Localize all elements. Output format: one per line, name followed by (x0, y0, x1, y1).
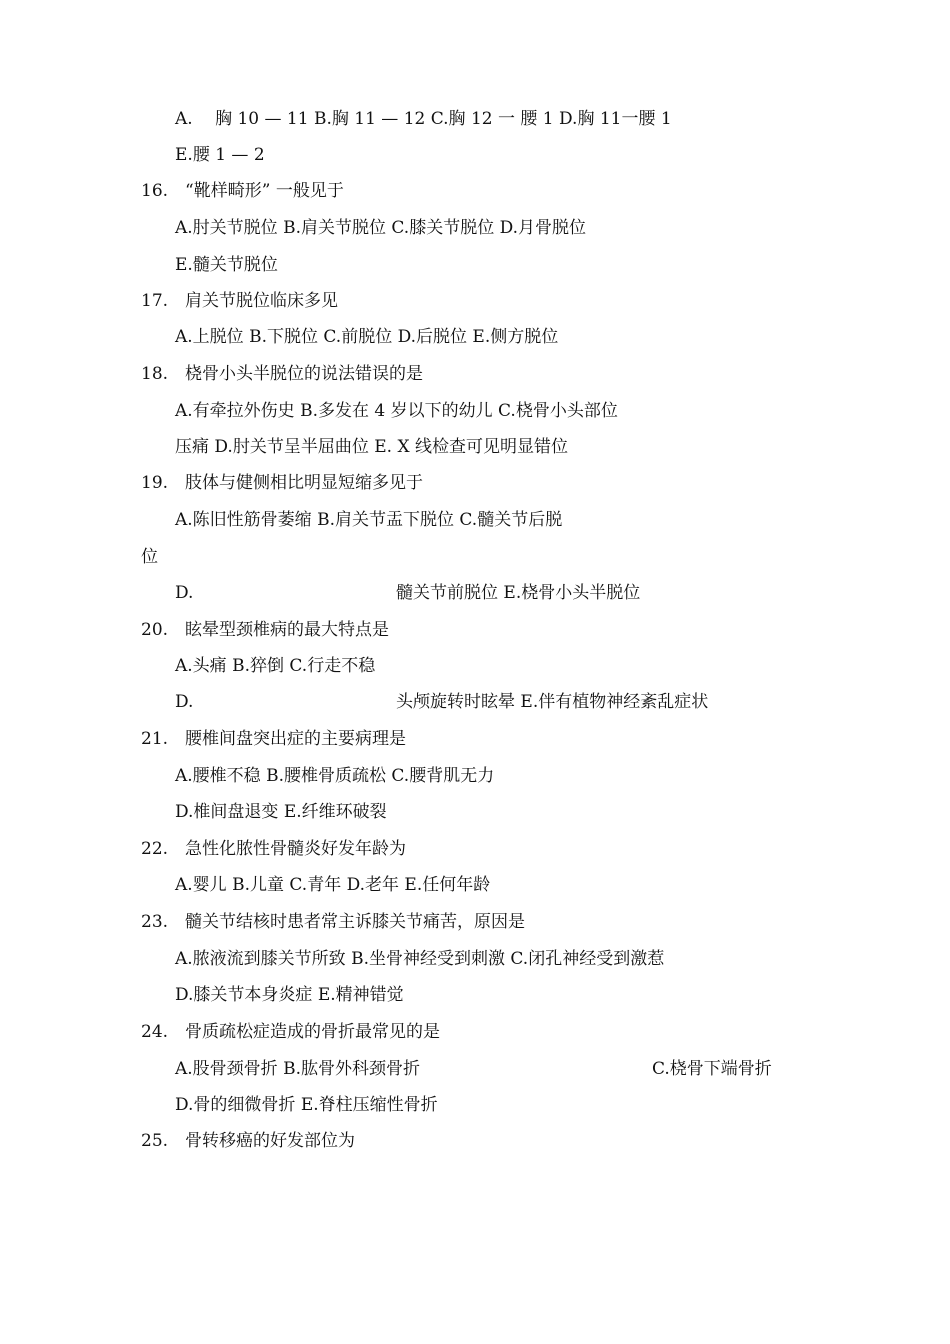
option-line: A.股骨颈骨折 B.肱骨外科颈骨折 (175, 1059, 420, 1079)
option-line: D.膝关节本身炎症 E.精神错觉 (175, 985, 404, 1005)
question-24: 24. 骨质疏松症造成的骨折最常见的是 (141, 1022, 441, 1042)
question-23: 23. 髓关节结核时患者常主诉膝关节痛苦，原因是 (141, 912, 526, 932)
option-line: A. 胸 10 — 11 B.胸 11 — 12 C.胸 12 一 腰 1 D.胸 11一腰 1 (175, 109, 672, 129)
question-25: 25. 骨转移癌的好发部位为 (141, 1131, 356, 1151)
option-line: 位 (141, 547, 158, 567)
option-label: D. (175, 692, 194, 712)
question-19: 19. 肢体与健侧相比明显短缩多见于 (141, 473, 424, 493)
option-line: A.肘关节脱位 B.肩关节脱位 C.膝关节脱位 D.月骨脱位 (175, 218, 587, 238)
option-line: A.腰椎不稳 B.腰椎骨质疏松 C.腰背肌无力 (175, 766, 495, 786)
option-line: C.桡骨下端骨折 (652, 1059, 772, 1079)
option-line: E.髓关节脱位 (175, 255, 278, 275)
option-line: D.骨的细微骨折 E.脊柱压缩性骨折 (175, 1095, 438, 1115)
option-line: D.椎间盘退变 E.纤维环破裂 (175, 802, 387, 822)
option-line: A.脓液流到膝关节所致 B.坐骨神经受到刺激 C.闭孔神经受到激惹 (175, 949, 665, 969)
option-line: A.上脱位 B.下脱位 C.前脱位 D.后脱位 E.侧方脱位 (175, 327, 559, 347)
question-21: 21. 腰椎间盘突出症的主要病理是 (141, 729, 407, 749)
question-22: 22. 急性化脓性骨髓炎好发年龄为 (141, 839, 407, 859)
question-18: 18. 桡骨小头半脱位的说法错误的是 (141, 364, 424, 384)
option-label: D. (175, 583, 194, 603)
option-line: 髓关节前脱位 E.桡骨小头半脱位 (396, 583, 641, 603)
option-line: 头颅旋转时眩晕 E.伴有植物神经紊乱症状 (396, 692, 709, 712)
option-line: A.婴儿 B.儿童 C.青年 D.老年 E.任何年龄 (175, 875, 491, 895)
option-line: E.腰 1 — 2 (175, 145, 265, 165)
question-20: 20. 眩晕型颈椎病的最大特点是 (141, 620, 390, 640)
option-line: A.有牵拉外伤史 B.多发在 4 岁以下的幼儿 C.桡骨小头部位 (175, 401, 618, 421)
option-line: A.头痛 B.猝倒 C.行走不稳 (175, 656, 376, 676)
question-17: 17. 肩关节脱位临床多见 (141, 291, 339, 311)
option-line: A.陈旧性筋骨萎缩 B.肩关节盂下脱位 C.髓关节后脱 (175, 510, 563, 530)
option-line: 压痛 D.肘关节呈半屈曲位 E. X 线检查可见明显错位 (175, 437, 568, 457)
question-16: 16. “靴样畸形” 一般见于 (141, 181, 344, 201)
